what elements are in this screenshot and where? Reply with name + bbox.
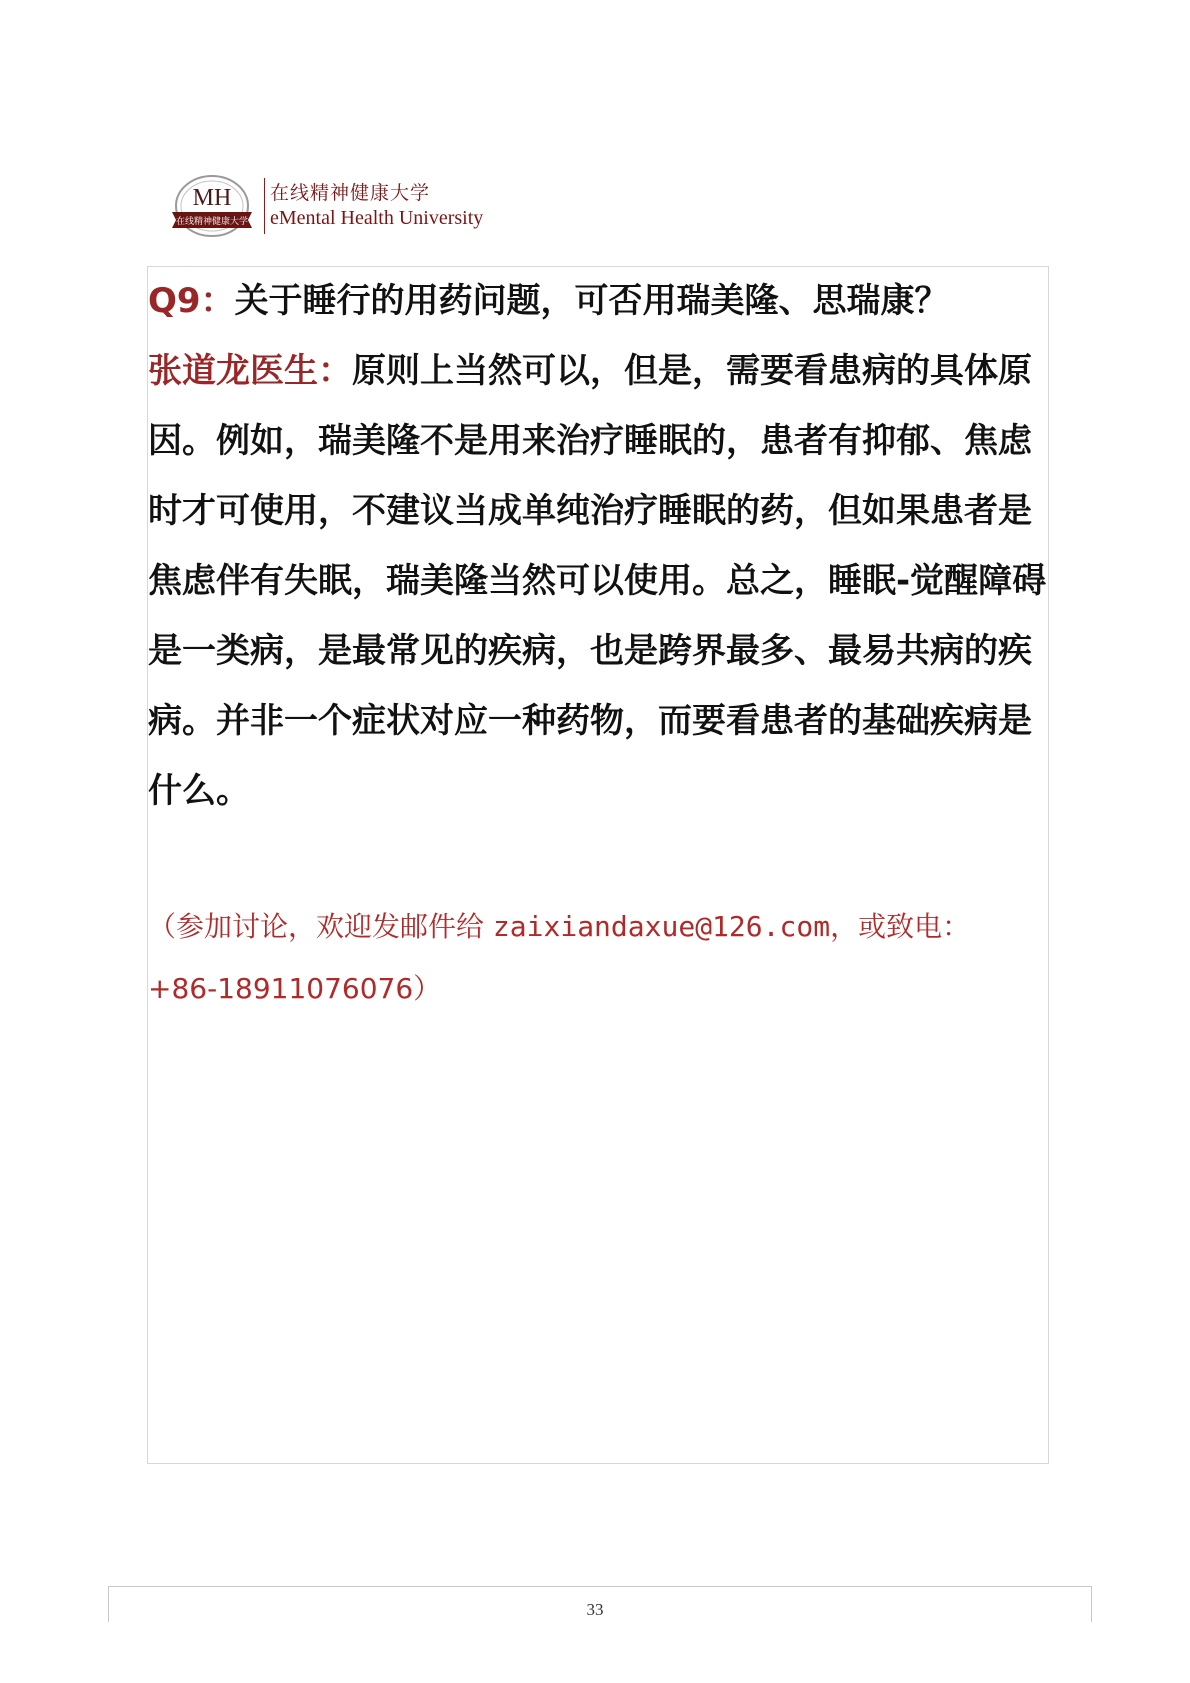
contact-note <box>148 896 1048 1020</box>
logo-name-cn: 在线精神健康大学 <box>270 182 431 204</box>
contact-line-2 <box>148 958 1048 1020</box>
answer-text: 原则上当然可以，但是，需要看患病的具体原因。例如，瑞美隆不是用来治疗睡眠的，患者有抑郁、焦虑时才可使用，不建议当成单纯治疗睡眠的药，但如果患者是焦虑伴有失眠，瑞美隆当然可以使用。总之，睡眠-觉醒障碍是一类病，是最常见的疾病，也是跨界最多、最易共病的疾病。并非一个症状对应一种药物，而要看患者的基础疾病是什么。 <box>148 351 1047 811</box>
logo-ribbon-text: 在线精神健康大学 <box>175 217 249 227</box>
footer-rule <box>108 1586 1092 1587</box>
qa-block <box>148 266 1048 826</box>
logo <box>170 174 500 244</box>
mh-logo-badge-icon <box>170 174 254 238</box>
contact-middle: ，或致电： <box>830 910 971 943</box>
question <box>148 266 1048 336</box>
question-label: Q9： <box>148 281 235 321</box>
contact-phone: +86-18911076076） <box>148 972 442 1005</box>
answer <box>148 336 1048 826</box>
logo-initials: MH <box>192 185 232 211</box>
contact-email[interactable]: zaixiandaxue@126.com <box>492 910 831 943</box>
question-text: 关于睡行的用药问题，可否用瑞美隆、思瑞康？ <box>234 281 949 321</box>
logo-divider <box>264 178 265 234</box>
logo-name-en: eMental Health University <box>270 207 484 229</box>
contact-line-1 <box>148 896 1048 958</box>
page-number: 33 <box>586 1600 604 1619</box>
contact-prefix: （参加讨论，欢迎发邮件给 <box>148 910 493 943</box>
answer-label: 张道龙医生： <box>148 351 352 391</box>
